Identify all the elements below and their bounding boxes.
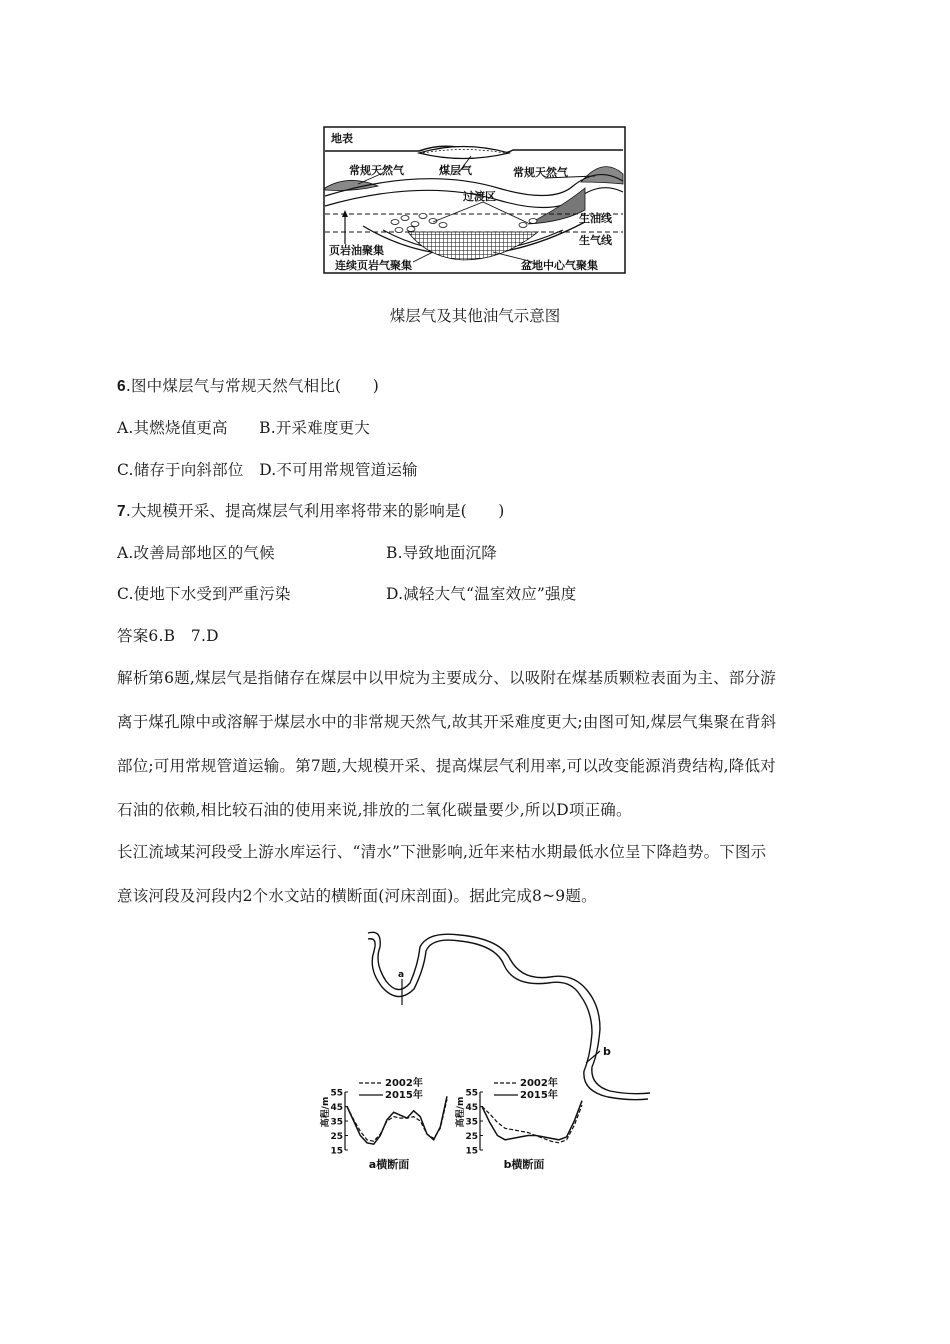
question-6-stem: .图中煤层气与常规天然气相比( )	[125, 377, 379, 395]
station-b-label: b	[603, 1045, 611, 1058]
chart-b-y-axis-label: 高程/m	[456, 1096, 466, 1128]
chart-a-y-tick-label: 45	[330, 1103, 343, 1113]
chart-b-title: b横断面	[503, 1158, 545, 1171]
station-a-label: a	[398, 970, 405, 980]
chart-b-y-tick-label: 35	[465, 1117, 478, 1128]
chart-a-y-tick-label: 15	[330, 1146, 343, 1157]
chart-b-y-tick-label: 55	[465, 1088, 478, 1099]
chart-b-y-tick-label: 25	[465, 1132, 478, 1142]
chart-b-legend-label: 2015年	[520, 1090, 558, 1101]
chart-b-cross-section	[454, 1076, 582, 1171]
label-coalbed-methane: 煤层气	[439, 164, 472, 177]
question-7-stem: .大规模开采、提高煤层气利用率将带来的影响是( )	[125, 502, 505, 520]
label-conventional-gas-left: 常规天然气	[349, 164, 404, 177]
chart-b-series-2015	[482, 1101, 582, 1140]
question-7-option-d: D.减轻大气“温室效应”强度	[386, 585, 577, 603]
question-7-option-b: B.导致地面沉降	[386, 544, 497, 562]
chart-a-y-axis-label: 高程/m	[321, 1096, 331, 1128]
label-basin-center-gas: 盆地中心气聚集	[521, 259, 598, 272]
analysis-line-1: 解析第6题,煤层气是指储存在煤层中以甲烷为主要成分、以吸附在煤基质颗粒表面为主、部分游	[117, 669, 776, 687]
chart-b-y-tick-label: 15	[465, 1146, 478, 1157]
chart-a-y-tick-label: 25	[330, 1132, 343, 1142]
question-6-options-cd: C.储存于向斜部位 D.不可用常规管道运输	[117, 461, 418, 479]
chart-a-series-2002	[347, 1099, 447, 1141]
chart-a-legend-label: 2002年	[385, 1078, 423, 1089]
question-6-number: 6	[117, 378, 126, 395]
label-gas-generation-line: 生气线	[579, 234, 612, 247]
question-7-option-c: C.使地下水受到严重污染	[117, 585, 291, 603]
analysis-line-4: 石油的依赖,相比较石油的使用来说,排放的二氧化碳量要少,所以D项正确。	[117, 801, 632, 819]
label-oil-generation-line: 生油线	[579, 212, 612, 225]
chart-a-title: a横断面	[368, 1158, 410, 1171]
analysis-line-2: 离于煤孔隙中或溶解于煤层水中的非常规天然气,故其开采难度更大;由图可知,煤层气集聚在背斜	[117, 713, 777, 731]
chart-b-legend-label: 2002年	[520, 1078, 558, 1089]
river-channel	[368, 932, 650, 1099]
figure-caption: 煤层气及其他油气示意图	[389, 307, 561, 325]
chart-a-legend-label: 2015年	[385, 1090, 423, 1101]
question-7	[117, 499, 505, 521]
question-6-options-ab: A.其燃烧值更高 B.开采难度更大	[117, 419, 371, 437]
coalbed-methane-diagram	[323, 126, 626, 274]
chart-a-y-tick-label: 35	[330, 1117, 343, 1128]
intro-line-1: 长江流域某河段受上游水库运行、“清水”下泄影响,近年来枯水期最低水位呈下降趋势。下图示	[117, 843, 767, 861]
question-7-option-a: A.改善局部地区的气候	[117, 544, 275, 562]
label-transition-zone: 过渡区	[463, 190, 496, 203]
chart-a-y-tick-label: 55	[330, 1088, 343, 1099]
river-cross-section-figure	[300, 925, 660, 1175]
answer-line: 答案6.B 7.D	[117, 627, 219, 645]
intro-line-2: 意该河段及河段内2个水文站的横断面(河床剖面)。据此完成8~9题。	[117, 887, 597, 905]
chart-a-cross-section	[319, 1076, 447, 1171]
label-surface: 地表	[331, 132, 353, 145]
chart-b-y-tick-label: 45	[465, 1103, 478, 1113]
label-shale-oil: 页岩油聚集	[329, 244, 384, 257]
analysis-line-3: 部位;可用常规管道运输。第7题,大规模开采、提高煤层气利用率,可以改变能源消费结构,降低对	[117, 757, 776, 775]
question-6	[117, 374, 379, 396]
label-continuous-shale-gas: 连续页岩气聚集	[335, 259, 412, 272]
question-7-number: 7	[117, 503, 126, 520]
label-conventional-gas-right: 常规天然气	[513, 166, 568, 179]
